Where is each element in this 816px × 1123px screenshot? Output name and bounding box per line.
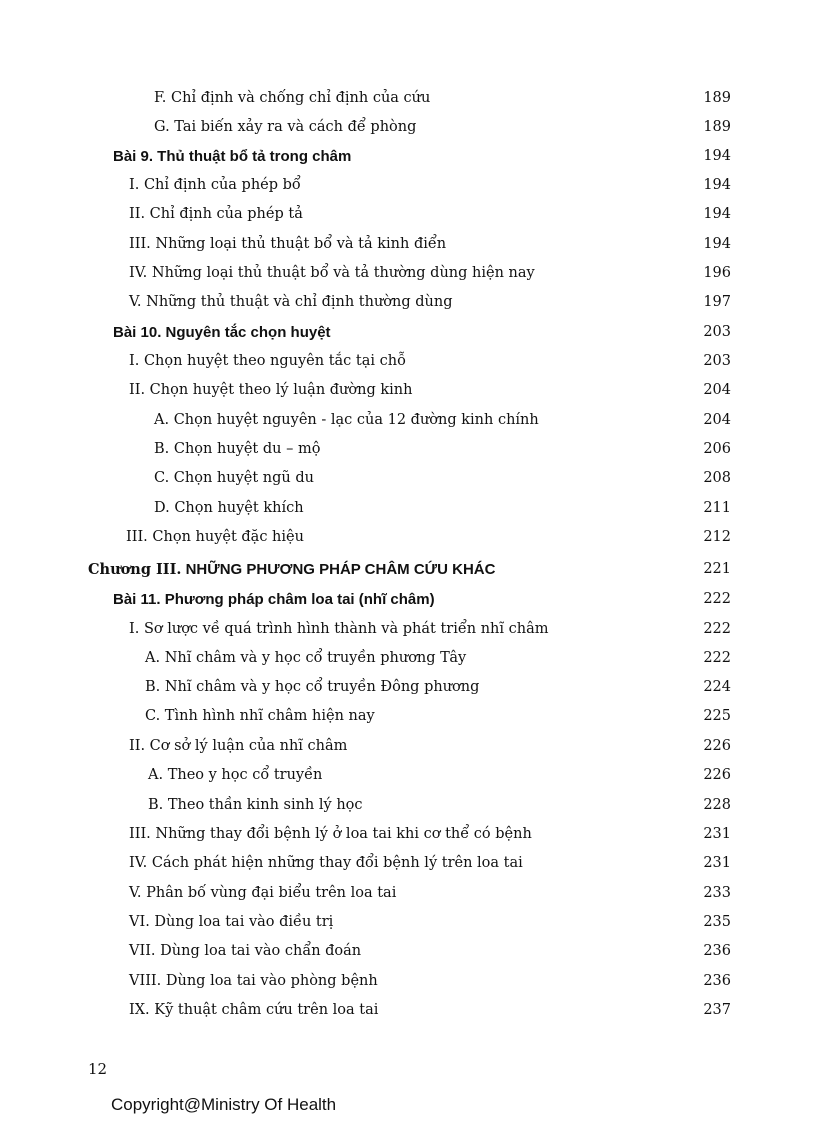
toc-entry-page: 228 <box>703 797 731 813</box>
toc-entry-title: C. Tình hình nhĩ châm hiện nay <box>145 708 375 724</box>
toc-row <box>129 261 731 285</box>
toc-entry-title: Bài 11. Phương pháp châm loa tai (nhĩ châm) <box>113 590 435 608</box>
toc-entry-page: 235 <box>703 914 731 930</box>
toc-entry-page: 222 <box>703 591 731 607</box>
toc-entry-title: IV. Những loại thủ thuật bổ và tả thường dùng hiện nay <box>129 265 535 281</box>
toc-entry-title: B. Theo thần kinh sinh lý học <box>148 797 363 813</box>
toc-row <box>145 675 731 699</box>
toc-row <box>129 822 731 846</box>
toc-row <box>129 617 731 641</box>
toc-entry-title: II. Cơ sở lý luận của nhĩ châm <box>129 738 348 754</box>
toc-row-lesson <box>113 144 731 168</box>
toc-entry-page: 236 <box>703 973 731 989</box>
toc-entry-title: G. Tai biến xảy ra và cách để phòng <box>154 119 417 135</box>
toc-entry-page: 222 <box>703 621 731 637</box>
toc-entry-page: 212 <box>703 529 731 545</box>
toc-entry-page: 208 <box>703 470 731 486</box>
toc-entry-title: VIII. Dùng loa tai vào phòng bệnh <box>129 973 378 989</box>
toc-entry-title: C. Chọn huyệt ngũ du <box>154 470 314 486</box>
toc-row <box>154 466 731 490</box>
toc-row <box>129 939 731 963</box>
toc-row-lesson <box>113 587 731 611</box>
toc-entry-page: 189 <box>703 90 731 106</box>
toc-entry-page: 225 <box>703 708 731 724</box>
chapter-title: NHỮNG PHƯƠNG PHÁP CHÂM CỨU KHÁC <box>181 560 496 578</box>
toc-row <box>129 969 731 993</box>
toc-row <box>154 496 731 520</box>
toc-entry-title: F. Chỉ định và chống chỉ định của cứu <box>154 90 431 106</box>
toc-entry-title: Bài 10. Nguyên tắc chọn huyệt <box>113 323 331 341</box>
toc-row <box>129 349 731 373</box>
toc-entry-title: A. Chọn huyệt nguyên - lạc của 12 đường kinh chính <box>154 412 539 428</box>
toc-row <box>129 232 731 256</box>
toc-entry-page: 233 <box>703 885 731 901</box>
toc-entry-title: II. Chỉ định của phép tả <box>129 206 303 222</box>
toc-entry-page: 196 <box>703 265 731 281</box>
toc-row <box>154 408 731 432</box>
toc-row <box>154 86 731 110</box>
toc-entry-page: 206 <box>703 441 731 457</box>
toc-entry-page: 226 <box>703 738 731 754</box>
toc-entry-page: 194 <box>703 177 731 193</box>
toc-row <box>145 646 731 670</box>
toc-entry-page: 211 <box>703 500 731 516</box>
toc-entry-title: A. Theo y học cổ truyền <box>148 767 323 783</box>
toc-entry-title: II. Chọn huyệt theo lý luận đường kinh <box>129 382 413 398</box>
toc-row <box>129 998 731 1022</box>
toc-entry-page: 231 <box>703 826 731 842</box>
toc-entry-page: 204 <box>703 412 731 428</box>
toc-entry-page: 203 <box>703 324 731 340</box>
toc-entry-page: 237 <box>703 1002 731 1018</box>
toc-entry-page: 222 <box>703 650 731 666</box>
toc-entry-page: 231 <box>703 855 731 871</box>
toc-entry-page: 226 <box>703 767 731 783</box>
toc-entry-page: 189 <box>703 119 731 135</box>
toc-entry-title: IV. Cách phát hiện những thay đổi bệnh lý trên loa tai <box>129 855 523 871</box>
toc-row <box>129 881 731 905</box>
toc-entry-page: 203 <box>703 353 731 369</box>
toc-entry-title: B. Nhĩ châm và y học cổ truyền Đông phương <box>145 679 480 695</box>
toc-row <box>148 763 731 787</box>
toc-row <box>129 734 731 758</box>
toc-row <box>129 202 731 226</box>
toc-entry-title: I. Sơ lược về quá trình hình thành và phát triển nhĩ châm <box>129 621 549 637</box>
toc-row <box>154 437 731 461</box>
toc-entry-title: III. Những thay đổi bệnh lý ở loa tai khi cơ thể có bệnh <box>129 826 532 842</box>
toc-entry-page: 194 <box>703 236 731 252</box>
toc-entry-title: D. Chọn huyệt khích <box>154 500 304 516</box>
toc-entry-title: B. Chọn huyệt du – mộ <box>154 441 321 457</box>
copyright-notice: Copyright@Ministry Of Health <box>111 1095 337 1114</box>
toc-row <box>126 525 731 549</box>
toc-entry-page: 197 <box>703 294 731 310</box>
toc-row <box>129 851 731 875</box>
toc-entry-title: V. Phân bố vùng đại biểu trên loa tai <box>129 885 397 901</box>
toc-entry-title: A. Nhĩ châm và y học cổ truyền phương Tây <box>145 650 467 666</box>
toc-entry-title: Bài 9. Thủ thuật bổ tả trong châm <box>113 147 352 165</box>
toc-entry-page: 236 <box>703 943 731 959</box>
toc-entry-page: 204 <box>703 382 731 398</box>
toc-entry-page: 221 <box>703 561 731 577</box>
toc-entry-page: 194 <box>703 206 731 222</box>
toc-row-chapter <box>88 557 731 581</box>
toc-entry-page: 224 <box>703 679 731 695</box>
toc-entry-title: V. Những thủ thuật và chỉ định thường dùng <box>129 294 453 310</box>
toc-entry-title: VI. Dùng loa tai vào điều trị <box>129 914 334 930</box>
toc-entry-title: III. Chọn huyệt đặc hiệu <box>126 529 304 545</box>
toc-row <box>129 173 731 197</box>
toc-entry-title: VII. Dùng loa tai vào chẩn đoán <box>129 943 362 959</box>
chapter-prefix: Chương III. <box>88 560 182 578</box>
toc-row <box>154 115 731 139</box>
toc-entry-title: I. Chỉ định của phép bổ <box>129 177 301 193</box>
toc-entry-page: 194 <box>703 148 731 164</box>
toc-row-lesson <box>113 320 731 344</box>
toc-row <box>129 290 731 314</box>
toc-row <box>148 793 731 817</box>
toc-entry-title: III. Những loại thủ thuật bổ và tả kinh điển <box>129 236 447 252</box>
page-number: 12 <box>88 1060 108 1078</box>
toc-row <box>129 910 731 934</box>
toc-entry-title: IX. Kỹ thuật châm cứu trên loa tai <box>129 1002 379 1018</box>
toc-row <box>129 378 731 402</box>
toc-entry-title <box>88 561 495 578</box>
toc-entry-title: I. Chọn huyệt theo nguyên tắc tại chỗ <box>129 353 406 369</box>
toc-row <box>145 704 731 728</box>
